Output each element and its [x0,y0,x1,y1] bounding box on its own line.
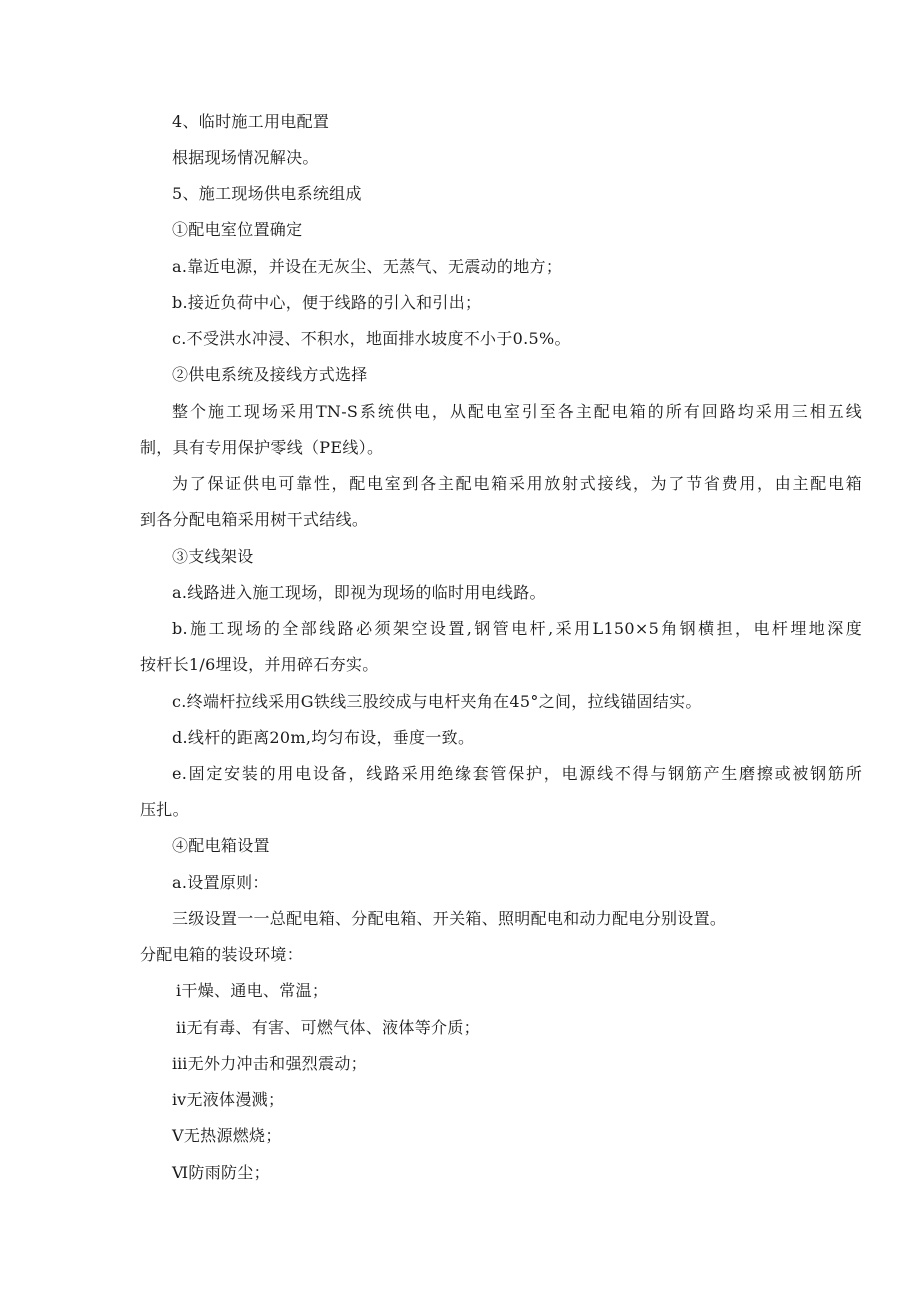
subheading-wiring-method: ②供电系统及接线方式选择 [172,365,368,384]
list-item: a.靠近电源，并设在无灰尘、无蒸气、无震动的地方； [172,257,563,276]
list-item: c.不受洪水冲浸、不积水，地面排水坡度不小于0.5%。 [172,329,571,348]
heading-temporary-power: 4、临时施工用电配置 [172,112,330,131]
paragraph-line: 按杆长1/6埋设，并用碎石夯实。 [140,655,379,674]
list-item: a.设置原则： [172,873,269,892]
list-item: ⅱ无有毒、有害、可燃气体、液体等介质； [176,1018,480,1037]
paragraph-line: 整个施工现场采用TN-S系统供电，从配电室引至各主配电箱的所有回路均采用三相五线 [172,402,862,421]
paragraph-line: 根据现场情况解决。 [172,148,319,167]
paragraph-line: 为了保证供电可靠性，配电室到各主配电箱采用放射式接线，为了节省费用，由主配电箱 [172,474,862,493]
heading-power-system: 5、施工现场供电系统组成 [172,184,362,203]
list-item: e.固定安装的用电设备，线路采用绝缘套管保护，电源线不得与钢筋产生磨擦或被钢筋所 [172,764,862,783]
subheading-branch-lines: ③支线架设 [172,547,254,566]
paragraph-line: 三级设置一一总配电箱、分配电箱、开关箱、照明配电和动力配电分别设置。 [172,909,727,928]
list-item: ⅰ干燥、通电、常温； [176,981,329,1000]
paragraph-line: 分配电箱的装设环境： [140,945,304,964]
list-item: d.线杆的距离20m,均匀布设，垂度一致。 [172,728,475,747]
list-item: Ⅴ无热源燃烧； [172,1126,282,1145]
paragraph-line: 制，具有专用保护零线（PE线）。 [140,438,384,457]
list-item: c.终端杆拉线采用G铁线三股绞成与电杆夹角在45°之间，拉线锚固结实。 [172,692,702,711]
list-item: ⅲ无外力冲击和强烈震动； [172,1054,367,1073]
subheading-distribution-room: ①配电室位置确定 [172,220,303,239]
subheading-distribution-box: ④配电箱设置 [172,836,270,855]
list-item: b.施工现场的全部线路必须架空设置,钢管电杆,采用L150×5角钢横担，电杆埋地深度 [172,619,862,638]
list-item: b.接近负荷中心，便于线路的引入和引出； [172,293,482,312]
list-item: a.线路进入施工现场，即视为现场的临时用电线路。 [172,583,546,602]
paragraph-line: 压扎。 [140,800,189,819]
list-item: Ⅵ防雨防尘； [172,1163,270,1182]
paragraph-line: 到各分配电箱采用树干式结线。 [140,510,369,529]
list-item: ⅳ无液体漫溅； [172,1090,285,1109]
